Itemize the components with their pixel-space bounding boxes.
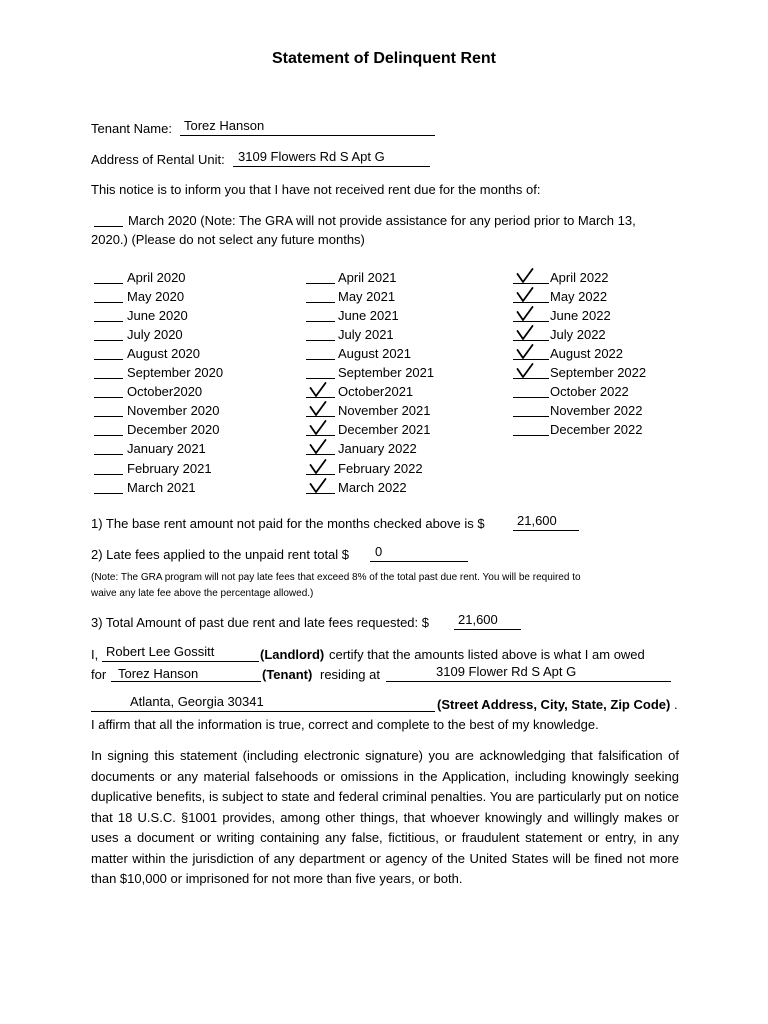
month-label: May 2021 (338, 289, 396, 305)
month-checkbox-blank[interactable] (94, 416, 123, 417)
month-label: July 2020 (127, 327, 183, 343)
month-label: August 2022 (550, 346, 624, 362)
tenant-name-field[interactable]: Torez Hanson (184, 118, 265, 133)
address-period: . (674, 697, 678, 712)
month-label: November 2022 (550, 403, 643, 419)
base-rent-label: 1) The base rent amount not paid for the months checked above is $ (91, 516, 485, 531)
month-checkbox-blank[interactable] (94, 435, 123, 436)
month-label: April 2020 (127, 270, 186, 285)
month-checkbox-blank[interactable] (306, 359, 335, 360)
address-tag: (Street Address, City, State, Zip Code) (437, 697, 671, 712)
total-underline (454, 629, 521, 630)
month-checkbox-blank[interactable] (94, 340, 123, 341)
month-checkbox-blank[interactable] (94, 454, 123, 455)
legal-paragraph: In signing this statement (including electronic signature) you are acknowledging that falsification of documents or any material falsehoods or omissions in the Application, including knowingly seeking duplicative benefits, is subject to state and federal criminal penalties. You are particularly put on notice that 18 U.S.C. §1001 provides, among other things, that whoever knowingly and willingly makes or uses a document or writing containing any false, fictitious, or fraudulent statement or entry, in any matter within the jurisdiction of any department or agency of the United States will be fined not more than $10,000 or imprisoned for not more than five years, or both. (91, 748, 679, 886)
month-checkbox-blank[interactable] (306, 340, 335, 341)
month-label: September 2020 (127, 365, 224, 381)
month-checkbox-blank[interactable] (94, 397, 123, 398)
month-checkbox-blank[interactable] (306, 283, 335, 284)
late-fees-note-line2: waive any late fee above the percentage allowed.) (91, 588, 314, 599)
rental-address-field[interactable]: 3109 Flowers Rd S Apt G (238, 149, 385, 164)
month-label: February 2021 (127, 460, 212, 476)
late-fees-note-line1: (Note: The GRA program will not pay late fees that exceed 8% of the total past due rent. You will be required to (91, 572, 581, 583)
checkmark-icon (309, 382, 327, 398)
tenant-name-underline (180, 135, 435, 136)
month-label: April 2021 (338, 270, 397, 285)
month-checkbox-blank[interactable] (94, 474, 123, 475)
month-label: October2021 (338, 384, 414, 400)
month-checkbox-blank[interactable] (513, 397, 549, 398)
total-field[interactable]: 21,600 (458, 612, 498, 627)
month-checkbox-blank[interactable] (94, 302, 123, 303)
month-label: November 2021 (338, 403, 431, 419)
month-label: January 2021 (127, 441, 206, 457)
month-checkbox-blank[interactable] (306, 321, 335, 322)
certify-i-label: I, (91, 647, 99, 662)
month-label: July 2021 (338, 327, 394, 343)
month-checkbox-blank[interactable] (94, 378, 123, 379)
month-checkbox-blank[interactable] (513, 416, 549, 417)
month-checkbox-blank[interactable] (94, 359, 123, 360)
month-label: August 2020 (127, 346, 201, 362)
rental-address-underline (233, 166, 430, 167)
month-checkbox-blank[interactable] (306, 378, 335, 379)
street-underline (386, 681, 671, 682)
checkmark-icon (309, 420, 327, 436)
month-label: July 2022 (550, 327, 606, 343)
checkmark-icon (516, 287, 534, 303)
checkmark-icon (516, 306, 534, 322)
checkmark-icon (309, 401, 327, 417)
checkmark-icon (516, 325, 534, 341)
month-label: May 2022 (550, 289, 608, 305)
month-checkbox-blank[interactable] (94, 493, 123, 494)
base-rent-underline (513, 530, 579, 531)
checkmark-icon (516, 268, 534, 284)
checkmark-icon (516, 363, 534, 379)
month-label: June 2022 (550, 308, 611, 324)
checkmark-icon (516, 344, 534, 360)
month-checkbox-blank[interactable] (94, 283, 123, 284)
rental-address-label: Address of Rental Unit: (91, 152, 225, 167)
late-fees-underline (370, 561, 468, 562)
landlord-name-underline (102, 661, 259, 662)
tenant-name-2-field[interactable]: Torez Hanson (118, 666, 199, 681)
month-label: October 2022 (550, 384, 629, 400)
month-checkbox-blank[interactable] (513, 435, 549, 436)
intro-text: This notice is to inform you that I have not received rent due for the months of: (91, 182, 541, 197)
affirm-text: I affirm that all the information is true, correct and complete to the best of my knowledge. (91, 717, 599, 732)
landlord-name-field[interactable]: Robert Lee Gossitt (106, 644, 215, 659)
checkmark-icon (309, 439, 327, 455)
base-rent-field[interactable]: 21,600 (517, 513, 557, 528)
tenant-tag: (Tenant) (262, 667, 313, 682)
month-label: March 2021 (127, 479, 196, 495)
march-2020-line2: 2020.) (Please do not select any future months) (91, 232, 365, 247)
month-label: June 2021 (338, 308, 399, 324)
month-label: August 2021 (338, 346, 412, 362)
certify-for-label: for (91, 667, 107, 682)
city-state-zip-field[interactable]: Atlanta, Georgia 30341 (130, 694, 264, 709)
month-label: April 2022 (550, 270, 609, 285)
month-label: September 2021 (338, 365, 435, 381)
city-state-zip-underline (91, 711, 435, 712)
month-checkbox-blank[interactable] (94, 321, 123, 322)
page-title: Statement of Delinquent Rent (271, 50, 496, 67)
month-label: February 2022 (338, 460, 423, 476)
march-2020-blank[interactable] (94, 226, 123, 227)
month-checkbox-blank[interactable] (306, 302, 335, 303)
month-label: May 2020 (127, 289, 185, 305)
month-label: March 2022 (338, 479, 407, 495)
month-label: September 2022 (550, 365, 647, 381)
certify-text: certify that the amounts listed above is what I am owed (329, 647, 645, 662)
month-label: December 2020 (127, 422, 220, 438)
checkmark-icon (309, 459, 327, 475)
month-label: June 2020 (127, 308, 188, 324)
residing-at-label: residing at (320, 667, 380, 682)
month-label: January 2022 (338, 441, 417, 457)
late-fees-label: 2) Late fees applied to the unpaid rent total $ (91, 547, 350, 562)
month-label: December 2021 (338, 422, 431, 438)
street-field[interactable]: 3109 Flower Rd S Apt G (436, 664, 577, 679)
march-2020-line1: March 2020 (Note: The GRA will not provide assistance for any period prior to March 13, (128, 213, 636, 228)
landlord-tag: (Landlord) (260, 647, 325, 662)
total-label: 3) Total Amount of past due rent and late fees requested: $ (91, 615, 429, 630)
month-label: October2020 (127, 384, 203, 400)
late-fees-field[interactable]: 0 (375, 544, 383, 559)
month-label: December 2022 (550, 422, 643, 438)
tenant-name-label: Tenant Name: (91, 121, 172, 136)
checkmark-icon (309, 478, 327, 494)
month-label: November 2020 (127, 403, 220, 419)
